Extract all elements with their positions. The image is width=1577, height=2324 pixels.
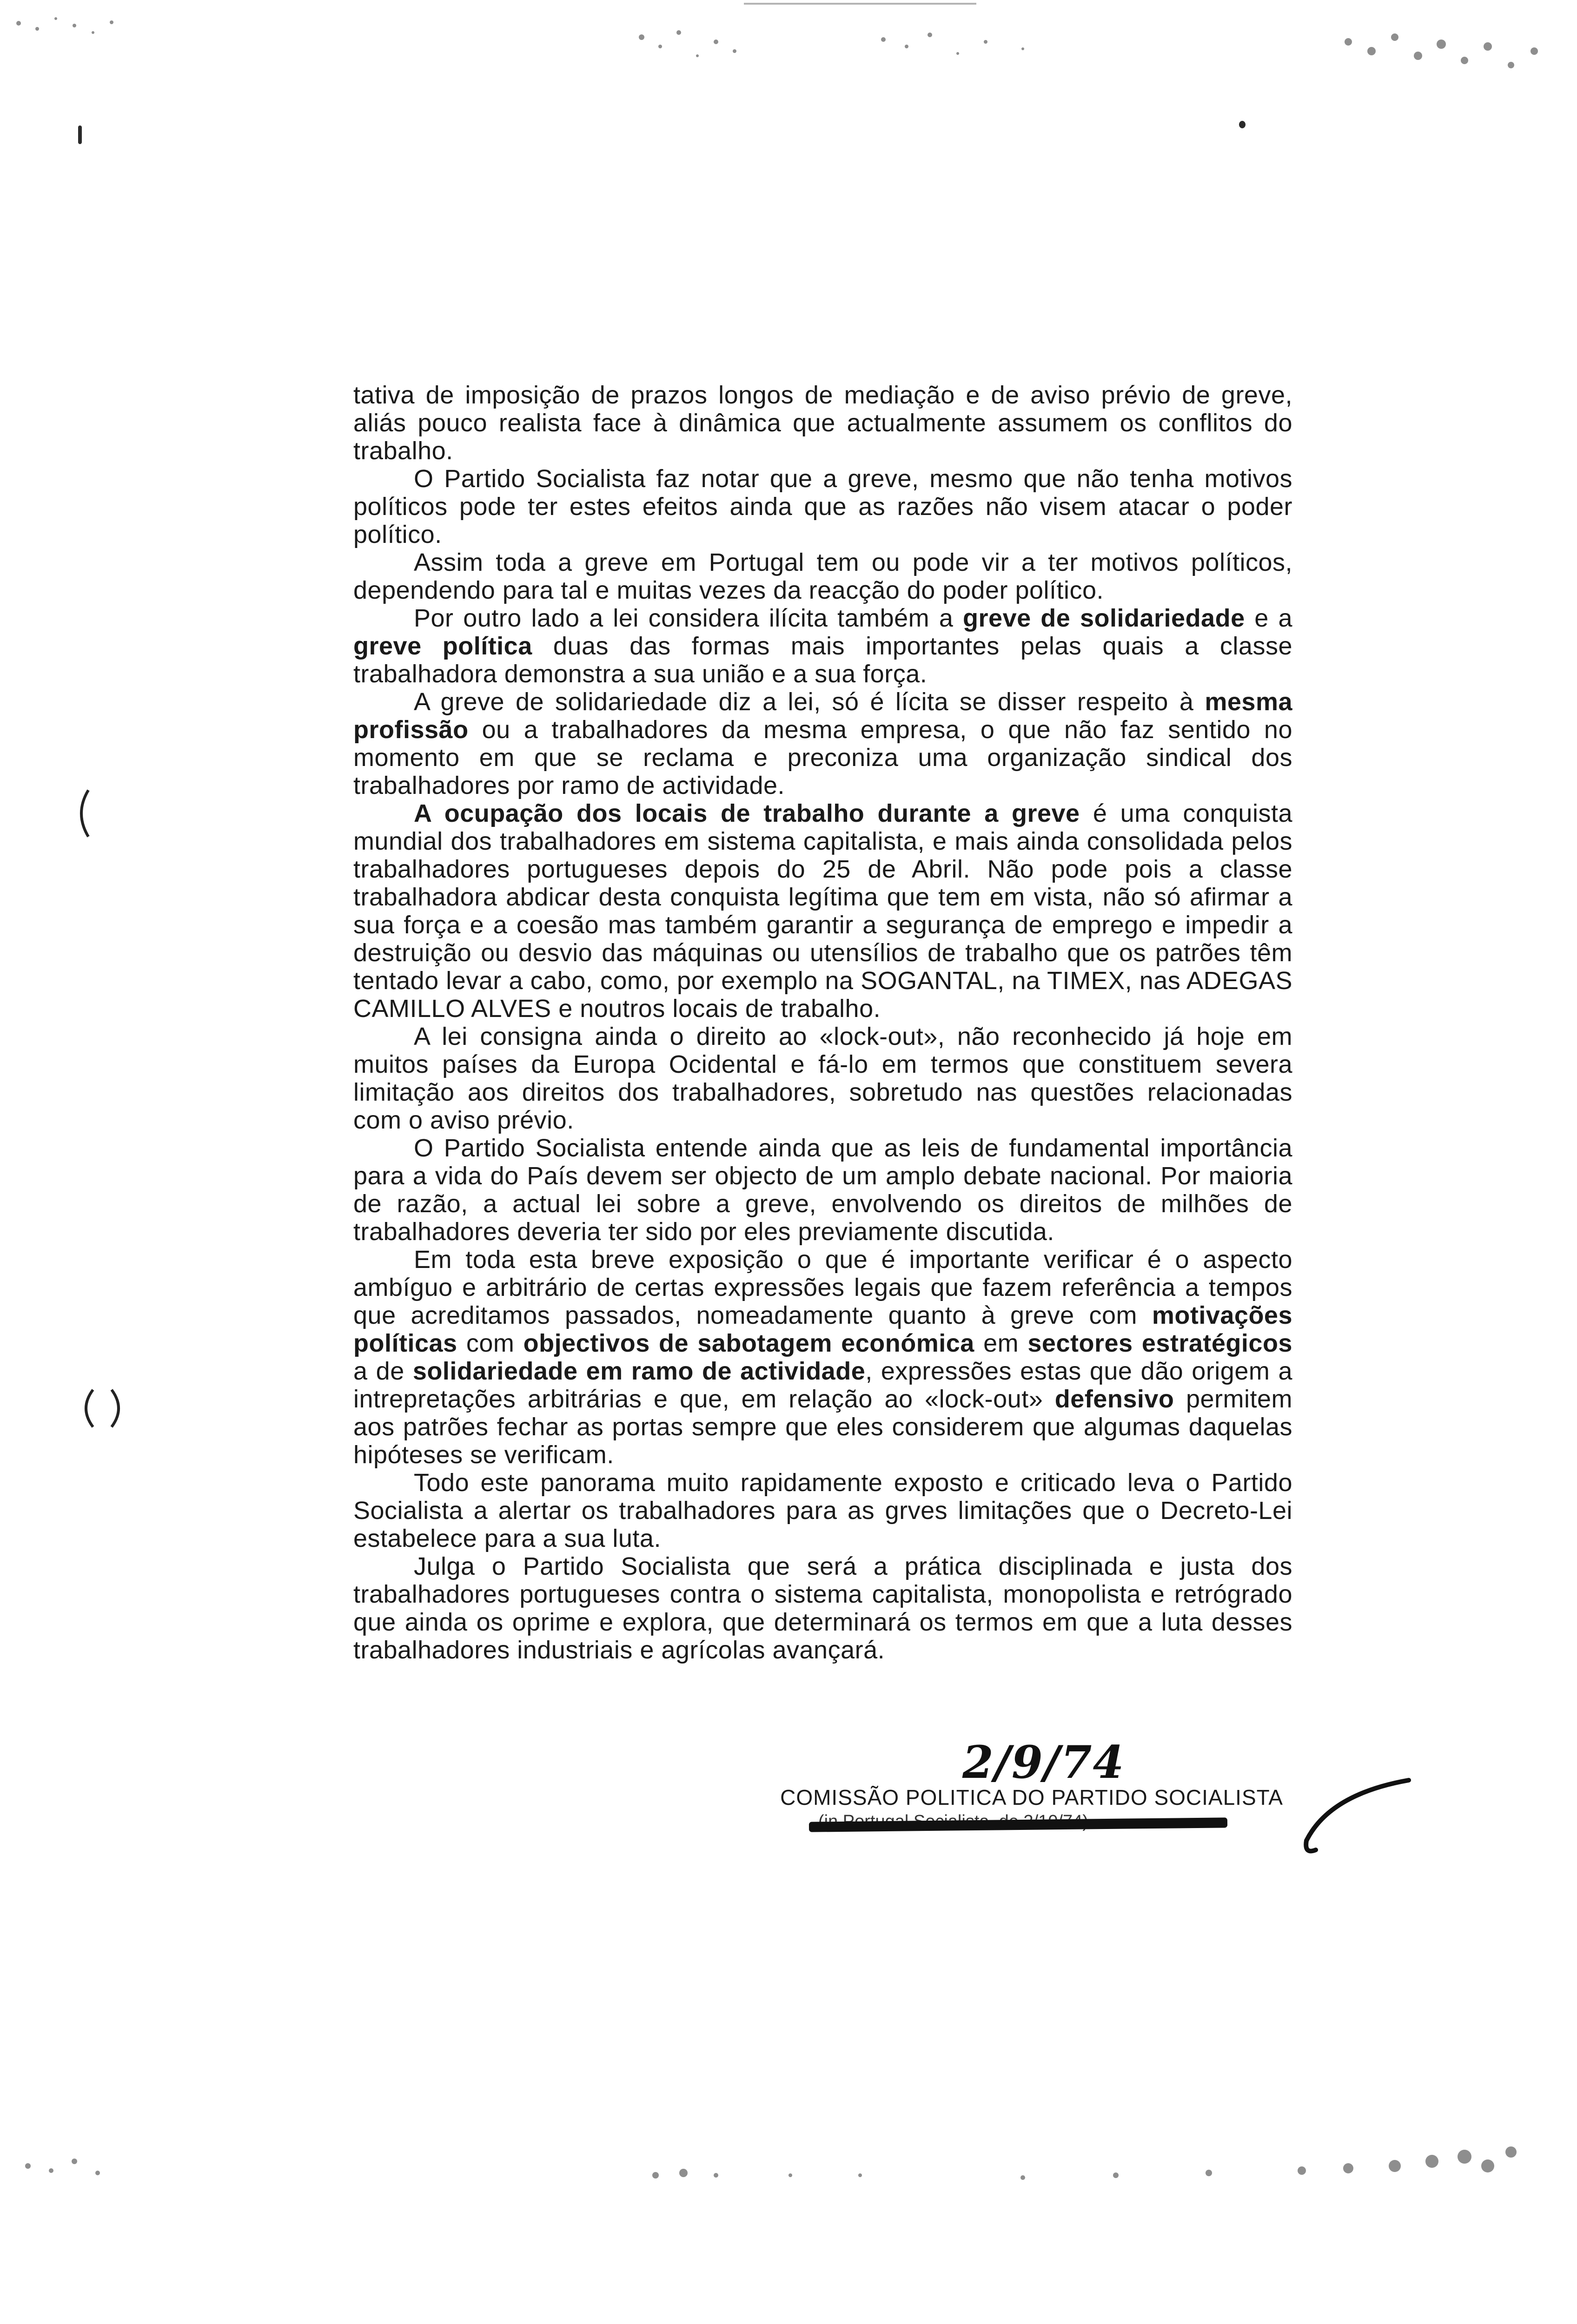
text-run-bold: defensivo bbox=[1054, 1385, 1174, 1413]
text-run-bold: objectivos de sabotagem económica bbox=[523, 1329, 974, 1357]
paragraph-6 bbox=[353, 799, 1292, 1023]
paragraph-3: Assim toda a greve em Portugal tem ou pode vir a ter motivos políticos, dependendo para tal e muitas vezes da reacção do poder político. bbox=[353, 548, 1292, 604]
signature-line: COMISSÃO POLITICA DO PARTIDO SOCIALISTA bbox=[780, 1785, 1283, 1809]
paragraph-11: Julga o Partido Socialista que será a prática disciplinada e justa dos trabalhadores portugueses contra o sistema capitalista, monopolista e retrógrado que ainda os oprime e explora, que determinará os termos em que a luta desses trabalhadores industriais e agrícolas avançará. bbox=[353, 1552, 1292, 1664]
scan-noise-bottom bbox=[0, 2129, 1577, 2222]
text-run: Por outro lado a lei considera ilícita também a bbox=[414, 604, 963, 632]
speck bbox=[78, 125, 82, 144]
text-run: permitem aos patrões fechar as portas sempre que eles considerem que algumas daquelas hipóteses se verificam. bbox=[353, 1385, 1292, 1469]
paragraph-7: A lei consigna ainda o direito ao «lock-out», não reconhecido já hoje em muitos países da Europa Ocidental e fá-lo em termos que constituem severa limitação aos direitos dos trabalhadores, sobretudo nas questões relacionadas com o aviso prévio. bbox=[353, 1023, 1292, 1134]
text-run: ou a trabalhadores da mesma empresa, o que não faz sentido no momento em que se reclama e preconiza uma organização sindical dos trabalhadores por ramo de actividade. bbox=[353, 716, 1292, 799]
text-run-bold: greve política bbox=[353, 632, 532, 660]
paragraph-8: O Partido Socialista entende ainda que as leis de fundamental importância para a vida do País devem ser objecto de um amplo debate nacional. Por maioria de razão, a actual lei sobre a greve, envolvendo os direitos de milhões de trabalhadores deveria ter sido por eles previamente discutida. bbox=[353, 1134, 1292, 1246]
text-run: , expressões estas que dão origem a intrepretações arbitrárias e que, em relação ao «lock-out» bbox=[353, 1357, 1292, 1413]
paragraph-4 bbox=[353, 604, 1292, 688]
paragraph-1: tativa de imposição de prazos longos de mediação e de aviso prévio de greve, aliás pouco realista face à dinâmica que actualmente assumem os conflitos do trabalho. bbox=[353, 381, 1292, 465]
text-run-bold: motivações políticas bbox=[353, 1301, 1292, 1357]
paragraph-5 bbox=[353, 688, 1292, 799]
text-run: A greve de solidariedade diz a lei, só é lícita se disser respeito à bbox=[414, 688, 1205, 716]
text-run-bold: A ocupação dos locais de trabalho durante a greve bbox=[414, 799, 1080, 827]
paragraph-10: Todo este panorama muito rapidamente exposto e criticado leva o Partido Socialista a alertar os trabalhadores para as grves limitações que o Decreto-Lei estabelece para a sua luta. bbox=[353, 1469, 1292, 1552]
text-run: Em toda esta breve exposição o que é importante verificar é o aspecto ambíguo e arbitrário de certas expressões legais que fazem referência a tempos que acreditamos passados, nomeadamente quanto à greve com bbox=[353, 1246, 1292, 1329]
document-body bbox=[353, 381, 1292, 1664]
text-run-bold: sectores estratégicos bbox=[1027, 1329, 1292, 1357]
text-run-bold: greve de solidariedade bbox=[963, 604, 1245, 632]
text-run: duas das formas mais importantes pelas quais a classe trabalhadora demonstra a sua união e a sua força. bbox=[353, 632, 1292, 688]
right-margin-hook bbox=[1292, 1771, 1413, 1864]
handwritten-date: 2/9/74 bbox=[962, 1736, 1125, 1789]
scan-noise-top bbox=[0, 0, 1577, 121]
paragraph-9 bbox=[353, 1246, 1292, 1469]
text-run: com bbox=[457, 1329, 523, 1357]
text-run: e a bbox=[1245, 604, 1293, 632]
text-run-bold: solidariedade em ramo de actividade bbox=[412, 1357, 866, 1385]
text-run: a de bbox=[353, 1357, 413, 1385]
left-margin-mark-2 bbox=[74, 1385, 130, 1432]
text-run: é uma conquista mundial dos trabalhadores em sistema capitalista, e mais ainda consolidada pelos trabalhadores portugueses depois do 25 de Abril. Não pode pois a classe trabalhadora abdicar desta conquista legítima que tem em vista, não só afirmar a sua força e a coesão mas também garantir a segurança de emprego e impedir a destruição ou desvio das máquinas ou utensílios de trabalho que os patrões têm tentado levar a cabo, como, por exemplo na SOGANTAL, na TIMEX, nas ADEGAS CAMILLO ALVES e noutros locais de trabalho. bbox=[353, 799, 1292, 1023]
paragraph-2: O Partido Socialista faz notar que a greve, mesmo que não tenha motivos políticos pode ter estes efeitos ainda que as razões não visem atacar o poder político. bbox=[353, 465, 1292, 548]
text-run: em bbox=[974, 1329, 1028, 1357]
text-run-bold: mesma profissão bbox=[353, 688, 1292, 744]
speck bbox=[1239, 121, 1246, 128]
left-margin-mark-1 bbox=[70, 786, 98, 841]
